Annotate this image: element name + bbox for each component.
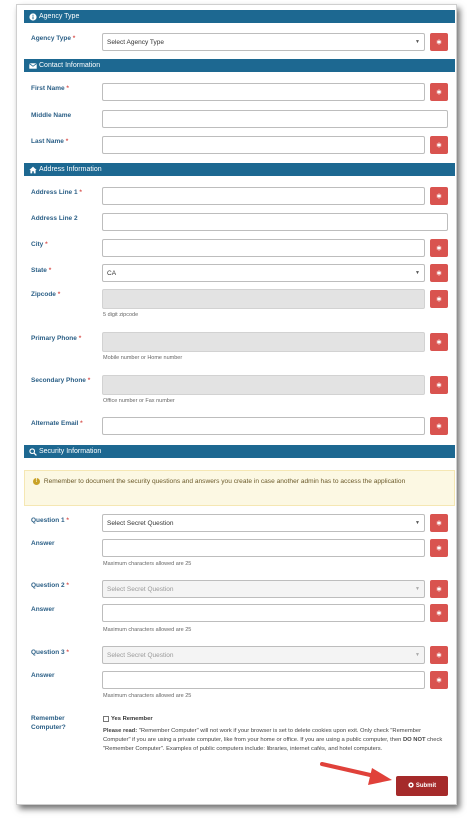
section-title: Agency Type xyxy=(39,13,80,20)
address-line1-label: Address Line 1 * xyxy=(31,189,82,196)
middle-name-label: Middle Name xyxy=(31,112,72,119)
section-title: Contact Information xyxy=(39,62,101,69)
answer2-label: Answer xyxy=(31,606,55,613)
section-title: Address Information xyxy=(39,166,102,173)
gear-icon xyxy=(408,782,414,790)
answer3-hint: Maximum characters allowed are 25 xyxy=(103,693,192,699)
question3-select[interactable]: Select Secret Question ▼ xyxy=(102,646,425,664)
secondary-phone-hint: Office number or Fax number xyxy=(103,398,175,404)
city-label: City * xyxy=(31,241,48,248)
zipcode-hint: 5 digit zipcode xyxy=(103,312,139,318)
agency-type-label: Agency Type * xyxy=(31,35,76,42)
question2-select[interactable]: Select Secret Question ▼ xyxy=(102,580,425,598)
remember-computer-option[interactable]: Yes Remember xyxy=(103,716,153,722)
primary-phone-hint: Mobile number or Home number xyxy=(103,355,183,361)
state-label: State * xyxy=(31,267,52,274)
first-name-label: First Name * xyxy=(31,85,69,92)
question1-label: Question 1 * xyxy=(31,517,69,524)
submit-button[interactable]: Submit xyxy=(396,776,448,796)
caret-down-icon: ▼ xyxy=(415,270,420,276)
remember-computer-label: Remember Computer? xyxy=(31,715,66,731)
exclamation-circle-icon: ! xyxy=(33,478,40,485)
last-name-label: Last Name * xyxy=(31,138,69,145)
answer2-hint: Maximum characters allowed are 25 xyxy=(103,627,192,633)
question2-label: Question 2 * xyxy=(31,582,69,589)
answer1-label: Answer xyxy=(31,540,55,547)
secondary-phone-label: Secondary Phone * xyxy=(31,377,91,384)
caret-down-icon: ▼ xyxy=(415,520,420,526)
primary-phone-label: Primary Phone * xyxy=(31,335,82,342)
answer3-label: Answer xyxy=(31,672,55,679)
address-line2-label: Address Line 2 xyxy=(31,215,78,222)
security-alert: ! Remember to document the security questions and answers you create in case another admin has to access the application xyxy=(24,470,455,506)
zipcode-label: Zipcode * xyxy=(31,291,61,298)
section-title: Security Information xyxy=(39,448,102,455)
caret-down-icon: ▼ xyxy=(415,586,420,592)
alternate-email-label: Alternate Email * xyxy=(31,420,83,427)
state-select[interactable]: CA ▼ xyxy=(102,264,425,282)
agency-type-select[interactable]: Select Agency Type ▼ xyxy=(102,33,425,51)
answer1-hint: Maximum characters allowed are 25 xyxy=(103,561,192,567)
remember-notice: Please read: "Remember Computer" will not work if your browser is set to delete cookies upon exit. Only check "Remember Computer" if you are using a private computer, like from your home or office. If you are using a public computer, then DO NOT check "Remember Computer". Examples of public computers include: libraries, internet cafés, and hotel computers. xyxy=(103,728,443,753)
caret-down-icon: ▼ xyxy=(415,652,420,658)
caret-down-icon: ▼ xyxy=(415,39,420,45)
question1-select[interactable]: Select Secret Question ▼ xyxy=(102,514,425,532)
question3-label: Question 3 * xyxy=(31,649,69,656)
